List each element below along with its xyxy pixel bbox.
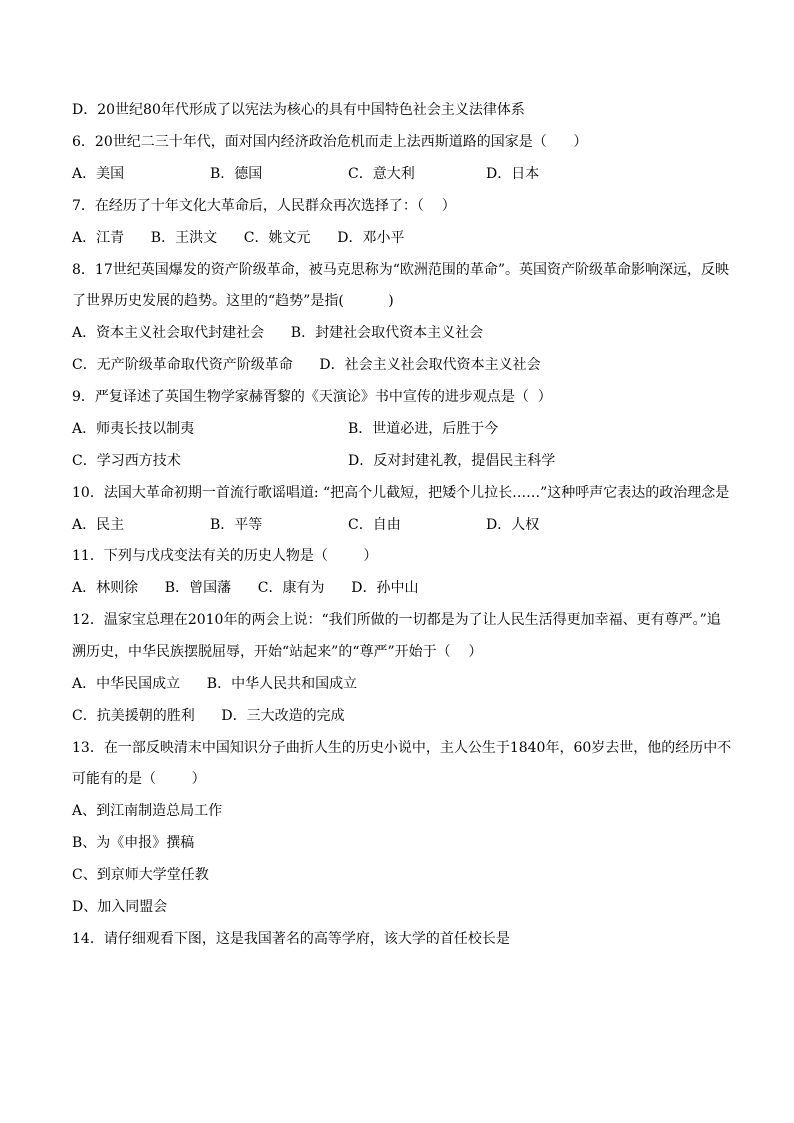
q6-option-b: B．德国 <box>210 166 263 182</box>
q12-options-line-2: C．抗美援朝的胜利 D．三大改造的完成 <box>72 708 345 724</box>
q13-option-c: C、到京师大学堂任教 <box>72 867 209 883</box>
q7-options: A．江青 B．王洪文 C．姚文元 D．邓小平 <box>72 230 405 246</box>
q9-option-c: C．学习西方技术 <box>72 453 181 469</box>
question-13-line-1: 13．在一部反映清末中国知识分子曲折人生的历史小说中，主人公生于1840年，60岁去世，他的经历中不 <box>72 740 732 756</box>
question-8-line-2: 了世界历史发展的趋势。这里的“趋势”是指( ) <box>72 293 394 309</box>
question-9: 9．严复译述了英国生物学家赫胥黎的《天演论》书中宣传的进步观点是（ ） <box>72 389 552 405</box>
question-11: 11．下列与戊戌变法有关的历史人物是（ ） <box>72 548 378 564</box>
q10-option-c: C．自由 <box>348 517 401 533</box>
question-12-line-2: 溯历史，中华民族摆脱屈辱，开始“站起来”的“尊严”开始于（ ） <box>72 644 483 660</box>
q9-option-b: B．世道必进，后胜于今 <box>348 421 499 437</box>
q13-option-d: D、加入同盟会 <box>72 899 168 915</box>
question-13-line-2: 可能有的是（ ） <box>72 771 206 787</box>
q5-option-d: D．20世纪80年代形成了以宪法为核心的具有中国特色社会主义法律体系 <box>72 102 525 118</box>
q6-option-c: C．意大利 <box>348 166 415 182</box>
question-7: 7．在经历了十年文化大革命后，人民群众再次选择了：（ ） <box>72 198 456 214</box>
q9-option-a: A．师夷长技以制夷 <box>72 421 195 437</box>
q9-option-d: D．反对封建礼教，提倡民主科学 <box>348 453 556 469</box>
q10-option-a: A．民主 <box>72 517 125 533</box>
question-14: 14．请仔细观看下图，这是我国著名的高等学府，该大学的首任校长是 <box>72 931 510 947</box>
q8-options-line-2: C．无产阶级革命取代资产阶级革命 D．社会主义社会取代资本主义社会 <box>72 357 541 373</box>
q12-options-line-1: A．中华民国成立 B．中华人民共和国成立 <box>72 676 358 692</box>
q11-options: A．林则徐 B．曾国藩 C．康有为 D．孙中山 <box>72 580 419 596</box>
q13-option-a: A、到江南制造总局工作 <box>72 803 223 819</box>
q8-options-line-1: A．资本主义社会取代封建社会 B．封建社会取代资本主义社会 <box>72 325 484 341</box>
question-6: 6．20世纪二三十年代，面对国内经济政治危机而走上法西斯道路的国家是（ ） <box>72 134 588 150</box>
q6-option-a: A．美国 <box>72 166 125 182</box>
question-12-line-1: 12．温家宝总理在2010年的两会上说：“我们所做的一切都是为了让人民生活得更加幸福、更有尊严。”追 <box>72 612 721 628</box>
q10-option-d: D．人权 <box>486 517 540 533</box>
question-10: 10．法国大革命初期一首流行歌谣唱道: “把高个儿截短，把矮个儿拉长……”这种呼声它表达的政治理念是 <box>72 485 730 501</box>
question-8-line-1: 8．17世纪英国爆发的资产阶级革命，被马克思称为“欧洲范围的革命”。英国资产阶级革命影响深远，反映 <box>72 262 730 278</box>
q13-option-b: B、为《申报》撰稿 <box>72 835 195 851</box>
q6-option-d: D．日本 <box>486 166 540 182</box>
q10-option-b: B．平等 <box>210 517 263 533</box>
